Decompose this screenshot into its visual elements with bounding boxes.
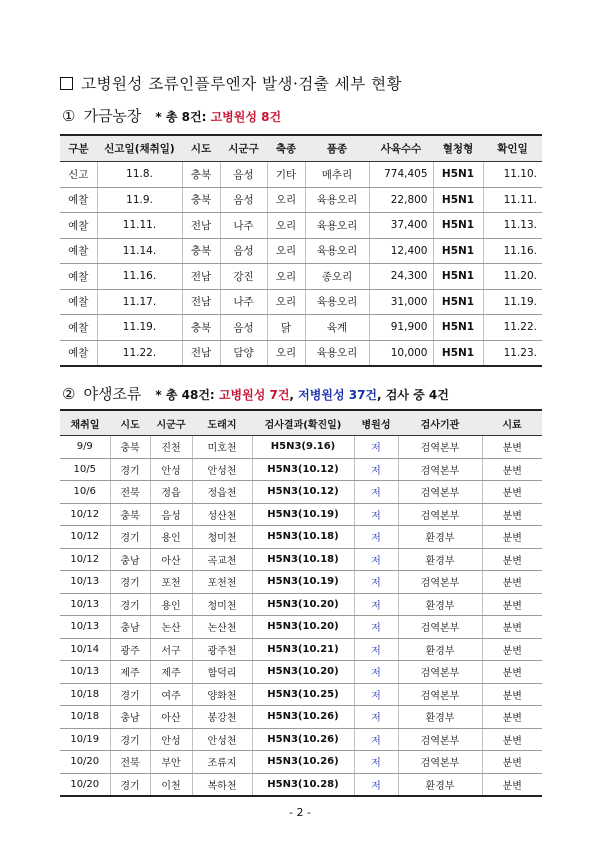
table-cell: 충북 [110,503,150,526]
section-title: 가금농장 [83,107,142,125]
table-cell: 저 [354,638,398,661]
table-cell: 아산 [150,706,192,729]
table-cell: 담양 [220,340,267,366]
table-cell: 10/5 [60,458,110,481]
table-cell: 함덕리 [192,661,252,684]
table-cell: 분변 [482,751,542,774]
table-header-row [60,410,542,436]
table-cell: H5N1 [433,315,483,341]
column-header: 신고일(채취일) [97,135,182,162]
table-cell: H5N1 [433,213,483,239]
document-title [60,72,402,94]
table-cell: 11.10. [483,162,542,188]
column-header: 도래지 [192,410,252,436]
column-header: 구분 [60,135,97,162]
table-row [60,661,542,684]
table-cell: 충북 [182,238,220,264]
table-cell: 안성천 [192,728,252,751]
table-row [60,638,542,661]
table-cell: 광주천 [192,638,252,661]
table-cell: 저 [354,616,398,639]
wild-bird-table [60,409,542,797]
table-cell: 검역본부 [398,728,482,751]
table-cell: 37,400 [369,213,433,239]
table-cell: 11.22. [97,340,182,366]
poultry-farm-table [60,134,542,367]
section-note [155,388,448,402]
table-cell: 제주 [150,661,192,684]
table-cell: 저 [354,458,398,481]
table-row [60,340,542,366]
table-cell: 분변 [482,503,542,526]
table-cell: 정읍 [150,481,192,504]
table-cell: 광주 [110,638,150,661]
table-cell: 분변 [482,706,542,729]
table-cell: 청미천 [192,526,252,549]
table-row [60,187,542,213]
table-cell: 경기 [110,683,150,706]
table-cell: 저 [354,571,398,594]
column-header: 시료 [482,410,542,436]
table-row [60,751,542,774]
table-cell: 11.9. [97,187,182,213]
table-cell: H5N3(9.16) [252,436,354,459]
table-cell: 10/20 [60,773,110,796]
table-cell: 환경부 [398,773,482,796]
table-cell: 검역본부 [398,503,482,526]
table-cell: 충북 [110,436,150,459]
table-cell: 10/19 [60,728,110,751]
table-cell: 예찰 [60,340,97,366]
table-row [60,436,542,459]
table-cell: H5N3(10.12) [252,458,354,481]
table-cell: H5N1 [433,238,483,264]
table-cell: 11.13. [483,213,542,239]
table-cell: 분변 [482,616,542,639]
table-cell: 포천 [150,571,192,594]
section-wildbird-heading [62,383,449,404]
table-cell: 미호천 [192,436,252,459]
table-cell: 신고 [60,162,97,188]
table-row [60,728,542,751]
table-cell: 분변 [482,773,542,796]
table-cell: 11.16. [483,238,542,264]
table-cell: H5N3(10.26) [252,706,354,729]
table-cell: 91,900 [369,315,433,341]
table-cell: 검역본부 [398,458,482,481]
table-cell: 검역본부 [398,683,482,706]
table-cell: 경기 [110,571,150,594]
table-header-row [60,135,542,162]
table-cell: 육용오리 [305,289,369,315]
table-cell: 기타 [267,162,305,188]
table-cell: 육용오리 [305,340,369,366]
table-cell: 10/14 [60,638,110,661]
table-cell: H5N3(10.20) [252,593,354,616]
table-row [60,683,542,706]
table-cell: 24,300 [369,264,433,290]
table-cell: 환경부 [398,548,482,571]
table-cell: 음성 [220,315,267,341]
table-cell: 제주 [110,661,150,684]
note-low-pathogenic: 저병원성 37건 [298,388,378,402]
table-cell: 예찰 [60,238,97,264]
table-cell: 오리 [267,289,305,315]
table-cell: H5N1 [433,289,483,315]
column-header: 혈청형 [433,135,483,162]
table-cell: 경기 [110,773,150,796]
table-cell: 검역본부 [398,616,482,639]
table-cell: 저 [354,436,398,459]
table-cell: 10/12 [60,548,110,571]
column-header: 검사기관 [398,410,482,436]
table-cell: 포천천 [192,571,252,594]
table-cell: 오리 [267,340,305,366]
table-cell: 10,000 [369,340,433,366]
table-cell: 검역본부 [398,436,482,459]
table-cell: 11.11. [97,213,182,239]
table-cell: 31,000 [369,289,433,315]
table-cell: 저 [354,773,398,796]
table-cell: 분변 [482,548,542,571]
table-cell: H5N1 [433,340,483,366]
table-cell: 22,800 [369,187,433,213]
table-cell: 10/6 [60,481,110,504]
table-cell: 메추리 [305,162,369,188]
table-cell: 저 [354,593,398,616]
table-cell: 곡교천 [192,548,252,571]
table-cell: H5N3(10.20) [252,661,354,684]
table-cell: 11.22. [483,315,542,341]
table-row [60,706,542,729]
table-cell: 11.11. [483,187,542,213]
column-header: 검사결과(확진일) [252,410,354,436]
table-row [60,213,542,239]
table-cell: 환경부 [398,706,482,729]
table-cell: 종오리 [305,264,369,290]
table-cell: 복하천 [192,773,252,796]
note-prefix: * 총 48건: [155,388,219,402]
table-cell: H5N3(10.19) [252,571,354,594]
table-cell: 안성천 [192,458,252,481]
table-cell: 전남 [182,289,220,315]
column-header: 시도 [110,410,150,436]
table-row [60,481,542,504]
table-row [60,593,542,616]
table-cell: 경기 [110,593,150,616]
column-header: 병원성 [354,410,398,436]
table-cell: 분변 [482,571,542,594]
table-cell: 안성 [150,728,192,751]
table-cell: 저 [354,481,398,504]
table-cell: 예찰 [60,264,97,290]
note-highly-pathogenic: 고병원성 8건 [210,110,282,124]
table-cell: 10/18 [60,706,110,729]
table-cell: 나주 [220,289,267,315]
column-header: 시군구 [150,410,192,436]
table-cell: 육계 [305,315,369,341]
table-cell: H5N3(10.25) [252,683,354,706]
note-separator: , [289,388,299,402]
table-cell: 10/20 [60,751,110,774]
table-cell: 분변 [482,458,542,481]
table-cell: 분변 [482,683,542,706]
table-cell: 11.14. [97,238,182,264]
table-cell: H5N3(10.28) [252,773,354,796]
table-cell: H5N3(10.18) [252,548,354,571]
table-cell: H5N3(10.21) [252,638,354,661]
table-cell: 9/9 [60,436,110,459]
table-cell: 부안 [150,751,192,774]
table-cell: 전북 [110,481,150,504]
table-row [60,548,542,571]
section-number: ② [62,385,76,403]
table-row [60,773,542,796]
table-cell: 검역본부 [398,751,482,774]
table-row [60,571,542,594]
table-cell: 10/18 [60,683,110,706]
table-cell: 청미천 [192,593,252,616]
table-cell: 저 [354,661,398,684]
table-row [60,526,542,549]
table-cell: H5N3(10.26) [252,728,354,751]
table-cell: 조류지 [192,751,252,774]
table-cell: 논산 [150,616,192,639]
table-cell: 충북 [182,162,220,188]
table-row [60,616,542,639]
table-cell: 안성 [150,458,192,481]
table-cell: 환경부 [398,526,482,549]
page-number: - 2 - [289,806,311,819]
table-cell: 육용오리 [305,187,369,213]
table-cell: 나주 [220,213,267,239]
column-header: 시도 [182,135,220,162]
table-cell: 검역본부 [398,571,482,594]
table-cell: 전남 [182,264,220,290]
note-prefix: * 총 8건: [155,110,211,124]
table-cell: 이천 [150,773,192,796]
column-header: 축종 [267,135,305,162]
table-cell: 10/13 [60,616,110,639]
section-note [155,110,281,124]
table-cell: 11.8. [97,162,182,188]
table-cell: 저 [354,548,398,571]
table-cell: H5N3(10.18) [252,526,354,549]
table-row [60,238,542,264]
table-cell: 성산천 [192,503,252,526]
table-row [60,315,542,341]
table-cell: 분변 [482,728,542,751]
table-cell: 11.19. [483,289,542,315]
table-cell: 진천 [150,436,192,459]
table-cell: 전남 [182,340,220,366]
table-cell: 분변 [482,526,542,549]
table-cell: 검역본부 [398,481,482,504]
column-header: 사육수수 [369,135,433,162]
table-cell: 10/12 [60,503,110,526]
table-cell: 음성 [220,162,267,188]
table-row [60,503,542,526]
table-cell: 저 [354,526,398,549]
table-cell: 예찰 [60,289,97,315]
table-cell: 11.16. [97,264,182,290]
table-cell: 음성 [150,503,192,526]
table-cell: 오리 [267,264,305,290]
table-cell: 오리 [267,238,305,264]
table-cell: H5N3(10.12) [252,481,354,504]
table-cell: H5N1 [433,264,483,290]
table-row [60,264,542,290]
table-cell: 저 [354,683,398,706]
note-under-test: , 검사 중 4건 [377,388,449,402]
table-cell: 저 [354,751,398,774]
table-cell: H5N3(10.19) [252,503,354,526]
table-cell: 분변 [482,593,542,616]
table-cell: 환경부 [398,593,482,616]
table-row [60,162,542,188]
table-cell: 용인 [150,526,192,549]
table-cell: 분변 [482,661,542,684]
table-cell: 10/13 [60,593,110,616]
table-cell: 11.17. [97,289,182,315]
checkbox-square-icon [60,77,73,90]
table-cell: 저 [354,706,398,729]
table-cell: 분변 [482,436,542,459]
table-cell: 전북 [110,751,150,774]
table-cell: 예찰 [60,187,97,213]
table-cell: 11.23. [483,340,542,366]
section-poultry-heading [62,105,281,126]
column-header: 채취일 [60,410,110,436]
table-cell: 경기 [110,728,150,751]
table-cell: 저 [354,728,398,751]
table-cell: 봉강천 [192,706,252,729]
table-cell: 음성 [220,187,267,213]
table-cell: 12,400 [369,238,433,264]
table-cell: 저 [354,503,398,526]
table-cell: 오리 [267,213,305,239]
title-text: 고병원성 조류인플루엔자 발생·검출 세부 현황 [81,75,403,93]
table-cell: 774,405 [369,162,433,188]
table-cell: H5N1 [433,162,483,188]
table-cell: 예찰 [60,315,97,341]
table-cell: 서구 [150,638,192,661]
table-cell: 10/13 [60,661,110,684]
table-cell: H5N1 [433,187,483,213]
column-header: 확인일 [483,135,542,162]
table-cell: 육용오리 [305,213,369,239]
column-header: 시군구 [220,135,267,162]
note-highly-pathogenic: 고병원성 7건 [218,388,290,402]
table-row [60,458,542,481]
table-cell: 아산 [150,548,192,571]
table-cell: 10/12 [60,526,110,549]
table-cell: 충남 [110,616,150,639]
table-cell: 경기 [110,526,150,549]
table-cell: 전남 [182,213,220,239]
section-number: ① [62,107,76,125]
table-cell: 음성 [220,238,267,264]
table-row [60,289,542,315]
table-cell: H5N3(10.26) [252,751,354,774]
table-cell: 강진 [220,264,267,290]
table-cell: 검역본부 [398,661,482,684]
table-cell: H5N3(10.20) [252,616,354,639]
table-cell: 용인 [150,593,192,616]
table-cell: 오리 [267,187,305,213]
table-cell: 닭 [267,315,305,341]
table-cell: 예찰 [60,213,97,239]
table-cell: 환경부 [398,638,482,661]
table-cell: 11.20. [483,264,542,290]
table-cell: 충남 [110,548,150,571]
section-title: 야생조류 [83,385,142,403]
table-cell: 논산천 [192,616,252,639]
table-cell: 11.19. [97,315,182,341]
table-cell: 경기 [110,458,150,481]
table-cell: 양화천 [192,683,252,706]
table-cell: 충북 [182,187,220,213]
table-cell: 여주 [150,683,192,706]
table-cell: 분변 [482,481,542,504]
table-cell: 10/13 [60,571,110,594]
column-header: 품종 [305,135,369,162]
table-cell: 충남 [110,706,150,729]
table-cell: 분변 [482,638,542,661]
table-cell: 정읍천 [192,481,252,504]
table-cell: 충북 [182,315,220,341]
table-cell: 육용오리 [305,238,369,264]
